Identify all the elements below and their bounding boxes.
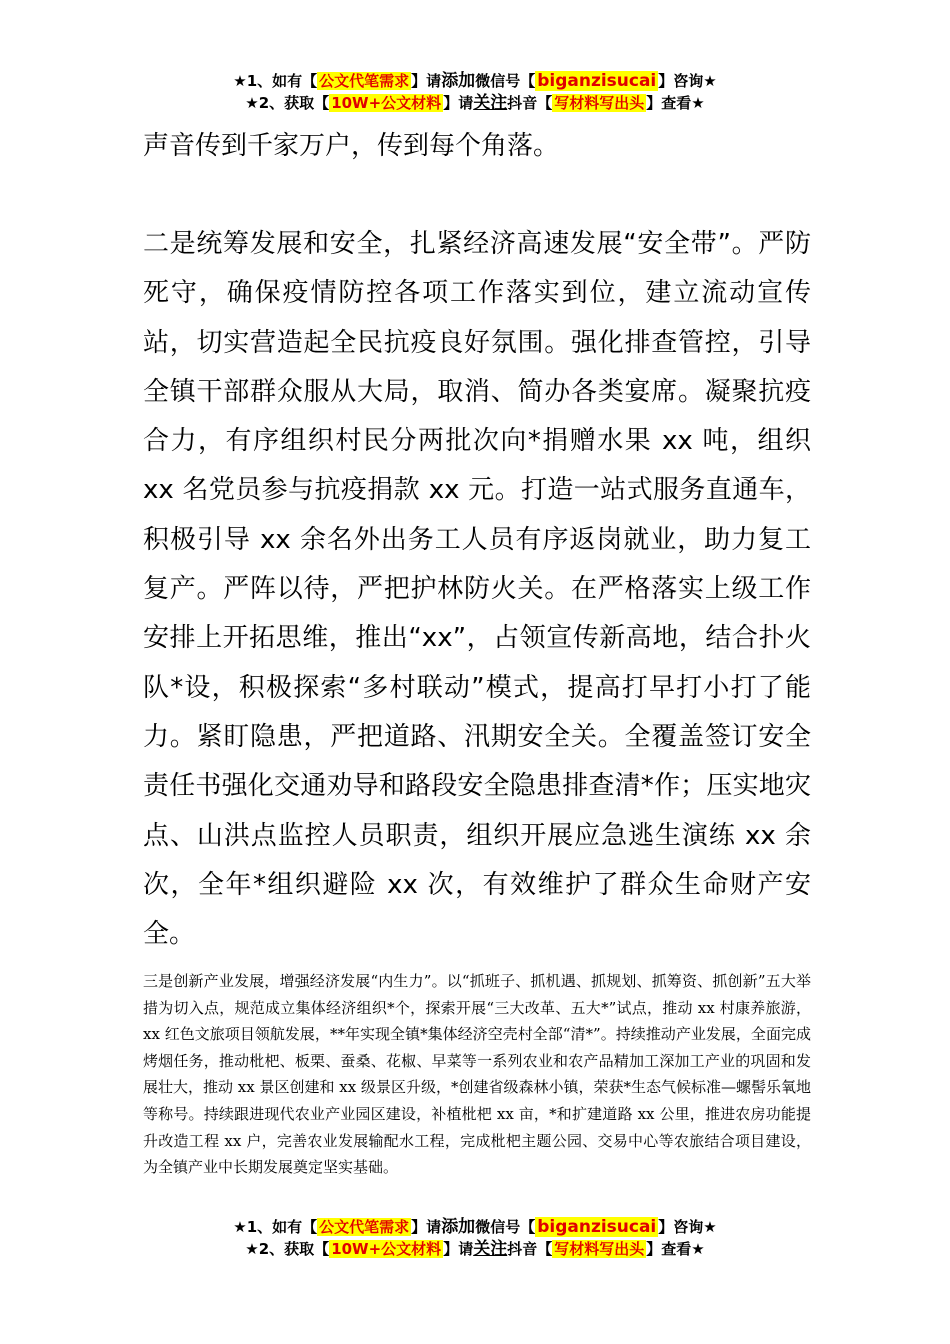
banner-line-2: [0, 92, 950, 114]
banner-text: 】咨询★: [658, 1218, 717, 1236]
paragraph-2: 二是统筹发展和安全，扎紧经济高速发展“安全带”。严防死守，确保疫情防控各项工作落实到位，建立流动宣传站，切实营造起全民抗疫良好氛围。强化排查管控，引导全镇干部群众服从大局，取消、简办各类宴席。凝聚抗疫合力，有序组织村民分两批次向*捐赠水果 xx 吨，组织 xx 名党员参与抗疫捐款 xx 元。打造一站式服务直通车，积极引导 xx 余名外出务工人员有序返岗就业，助力复工复产。严阵以待，严把护林防火关。在严格落实上级工作安排上开拓思维，推出“xx”，占领宣传新高地，结合扑火队*设，积极探索“多村联动”模式，提高打早打小打了能力。紧盯隐患，严把道路、汛期安全关。全覆盖签订安全责任书强化交通劝导和路段安全隐患排查清*作；压实地灾点、山洪点监控人员职责，组织开展应急逃生演练 xx 余次，全年*组织避险 xx 次，有效维护了群众生命财产安全。: [143, 229, 811, 950]
highlight-wechat-id: biganzisucai: [537, 71, 657, 91]
banner-text: 】请: [443, 1240, 474, 1258]
highlight-service: 公文代笔需求: [319, 1218, 410, 1236]
banner-emphasis: 关注: [473, 1239, 508, 1259]
highlight-materials: 10W+公文材料: [331, 94, 442, 112]
header-banner: [0, 70, 950, 114]
banner-text: 】请: [443, 94, 474, 112]
highlight-materials: 10W+公文材料: [331, 1240, 442, 1258]
banner-text: 抖音【: [507, 94, 553, 112]
banner-line-1: [0, 70, 950, 92]
highlight-douyin-id: 写材料写出头: [554, 94, 645, 112]
banner-line-1: [0, 1216, 950, 1238]
banner-line-2: [0, 1238, 950, 1260]
banner-emphasis: 添加: [441, 71, 476, 91]
banner-text: 微信号【: [475, 1218, 536, 1236]
banner-text: ★1、如有【: [233, 1218, 318, 1236]
banner-text: 】查看★: [646, 1240, 705, 1258]
highlight-wechat-id: biganzisucai: [537, 1217, 657, 1237]
banner-emphasis: 添加: [441, 1217, 476, 1237]
highlight-service: 公文代笔需求: [319, 72, 410, 90]
banner-text: 】咨询★: [658, 72, 717, 90]
highlight-douyin-id: 写材料写出头: [554, 1240, 645, 1258]
footer-banner: [0, 1216, 950, 1260]
banner-text: 】请: [411, 1218, 442, 1236]
banner-text: ★2、获取【: [245, 1240, 330, 1258]
banner-emphasis: 关注: [473, 93, 508, 113]
banner-text: ★1、如有【: [233, 72, 318, 90]
banner-text: 微信号【: [475, 72, 536, 90]
paragraph-3: 三是创新产业发展，增强经济发展“内生力”。以“抓班子、抓机遇、抓规划、抓筹资、抓创新”五大举措为切入点，规范成立集体经济组织*个，探索开展“三大改革、五大*”试点，推动 xx 村康养旅游，xx 红色文旅项目领航发展，**年实现全镇*集体经济空壳村全部“清*”。持续推动产业发展，全面完成烤烟任务，推动枇杷、板栗、蚕桑、花椒、早菜等一系列农业和农产品精加工深加工产业的巩固和发展壮大，推动 xx 景区创建和 xx 级景区升级，*创建省级森林小镇，荣获*生态气候标准—螺髻乐氧地等称号。持续跟进现代农业产业园区建设，补植枇杷 xx 亩，*和扩建道路 xx 公里，推进农房功能提升改造工程 xx 户，完善农业发展输配水工程，完成枇杷主题公园、交易中心等农旅结合项目建设，为全镇产业中长期发展奠定坚实基础。: [143, 972, 811, 1177]
banner-text: ★2、获取【: [245, 94, 330, 112]
banner-text: 】请: [411, 72, 442, 90]
banner-text: 】查看★: [646, 94, 705, 112]
banner-text: 抖音【: [507, 1240, 553, 1258]
paragraph-1: 声音传到千家万户，传到每个角落。: [143, 131, 560, 161]
